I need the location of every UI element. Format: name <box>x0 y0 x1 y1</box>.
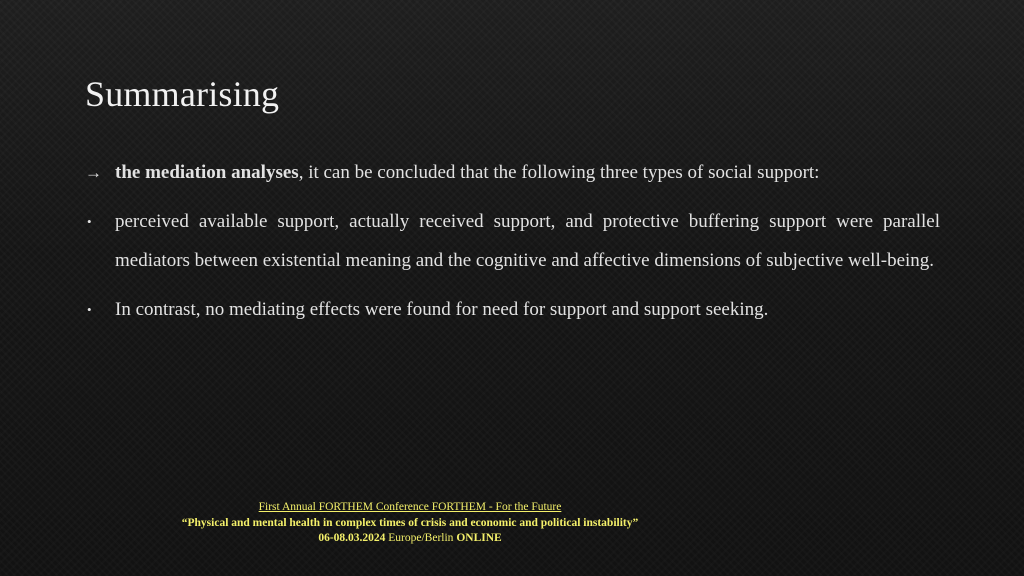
bullet-icon: • <box>87 214 92 229</box>
point-intro-text <box>115 153 940 192</box>
point-intro <box>85 153 940 192</box>
point-intro-bold: the mediation analyses <box>115 162 299 183</box>
bullet-icon: • <box>87 302 92 317</box>
arrow-right-icon: → <box>85 163 102 182</box>
footer <box>110 500 710 547</box>
conference-location: Europe/Berlin <box>388 532 454 544</box>
conference-dates: 06-08.03.2024 <box>318 532 386 544</box>
slide-content <box>85 153 940 329</box>
point-mediators-text: perceived available support, actually received support, and protective buffering support were parallel mediators between existential meaning and the cognitive and affective dimensions of subjective well-being. <box>115 211 940 271</box>
point-intro-rest: , it can be concluded that the following three types of social support: <box>298 162 820 183</box>
conference-theme: “Physical and mental health in complex times of crisis and economic and political instability” <box>181 516 639 529</box>
point-no-effects <box>85 290 940 329</box>
slide-title: Summarising <box>85 74 280 114</box>
conference-date-line <box>110 531 710 547</box>
point-no-effects-text: In contrast, no mediating effects were found for need for support and support seeking. <box>115 299 769 320</box>
conference-mode: ONLINE <box>456 532 502 544</box>
point-mediators <box>85 202 940 280</box>
conference-link[interactable]: First Annual FORTHEM Conference FORTHEM - For the Future <box>258 501 562 513</box>
